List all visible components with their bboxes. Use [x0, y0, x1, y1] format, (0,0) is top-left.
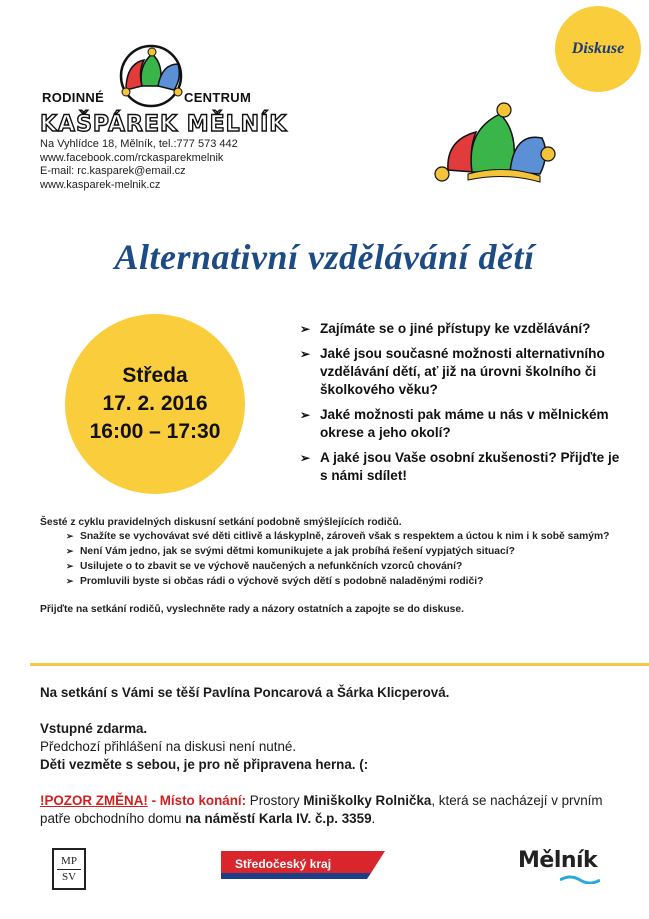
melnik-logo: Mělník — [518, 848, 598, 873]
discussion-badge-label: Diskuse — [571, 40, 625, 57]
cycle-item — [66, 530, 620, 543]
jester-hat-icon — [428, 100, 564, 186]
arrow-bullet-icon: ➢ — [66, 546, 74, 556]
cycle-section — [40, 517, 620, 615]
mpsv-logo — [52, 848, 86, 890]
event-time: 16:00 – 17:30 — [89, 420, 221, 443]
venue-text-1: Prostory — [246, 793, 304, 808]
question-text: A jaké jsou Vaše osobní zkušenosti? Přijďte je s námi sdílet! — [320, 450, 620, 483]
logo-text-rodinne: RODINNÉ — [42, 90, 105, 105]
contact-facebook-link[interactable]: www.facebook.com/rckasparekmelnik — [40, 151, 224, 164]
logo-jester-hat-icon — [112, 42, 190, 108]
discussion-badge — [555, 6, 641, 92]
question-item — [300, 320, 620, 338]
cycle-list — [40, 530, 620, 588]
cycle-item — [66, 575, 620, 588]
children-text: Děti vezměte s sebou, je pro ně připravena herna. (: — [40, 757, 369, 772]
change-warning: !POZOR ZMĚNA! — [40, 793, 148, 808]
stredocesky-kraj-logo — [221, 851, 385, 881]
arrow-bullet-icon: ➢ — [66, 576, 74, 586]
page-title: Alternativní vzdělávání dětí — [114, 237, 535, 277]
logo-text-centrum: CENTRUM — [184, 90, 252, 105]
kraj-logo-label: Středočeský kraj — [235, 857, 332, 871]
question-item — [300, 449, 620, 485]
cycle-item-text: Promluvili byste si občas rádi o výchově svých dětí s podobně naladěnými rodiči? — [80, 576, 484, 587]
hosts-text: Na setkání s Vámi se těší Pavlína Poncarová a Šárka Klicperová. — [40, 685, 450, 700]
contact-website-link[interactable]: www.kasparek-melnik.cz — [40, 178, 161, 191]
question-text: Zajímáte se o jiné přístupy ke vzdělávání? — [320, 321, 591, 336]
section-divider — [30, 663, 649, 666]
info-section — [40, 684, 630, 828]
arrow-bullet-icon: ➢ — [66, 531, 74, 541]
cycle-item — [66, 545, 620, 558]
venue-paragraph — [40, 792, 630, 828]
event-date: 17. 2. 2016 — [102, 392, 208, 415]
contact-block — [40, 138, 238, 192]
venue-text-end: . — [371, 811, 376, 826]
cycle-intro: Šesté z cyklu pravidelných diskusní setkání podobně smýšlejících rodičů. — [40, 517, 402, 528]
question-text: Jaké jsou současné možnosti alternativního vzdělávání dětí, ať již na úrovni školního či školkového věku? — [320, 346, 605, 397]
cycle-item-text: Usilujete o to zbavit se ve výchově naučených a nefunkčních vzorců chování? — [80, 561, 463, 572]
question-item — [300, 345, 620, 399]
arrow-bullet-icon: ➢ — [300, 451, 311, 465]
cycle-item-text: Snažíte se vychovávat své děti citlivě a láskyplně, zároveň však s respektem a úctou k nim i k sobě samým? — [80, 531, 610, 542]
question-list — [300, 320, 620, 492]
mpsv-logo-top: MP — [61, 855, 77, 867]
cycle-item-text: Není Vám jedno, jak se svými dětmi komunikujete a jak probíhá řešení vypjatých situací? — [80, 546, 515, 557]
question-item — [300, 406, 620, 442]
venue-name: Miniškolky Rolnička — [303, 793, 432, 808]
venue-text-2: , která se nacházejí v prvním patře obchodního domu — [40, 793, 603, 826]
venue-label: - Místo konání: — [147, 793, 247, 808]
contact-email-link[interactable]: E-mail: rc.kasparek@email.cz — [40, 165, 186, 177]
registration-text: Předchozí přihlášení na diskusi není nutné. — [40, 739, 297, 754]
venue-address: na náměstí Karla IV. č.p. 3359 — [185, 811, 372, 826]
arrow-bullet-icon: ➢ — [300, 408, 311, 422]
contact-address: Na Vyhlídce 18, Mělník, tel.:777 573 442 — [40, 138, 238, 150]
entry-text: Vstupné zdarma. — [40, 721, 148, 736]
mpsv-logo-bottom: SV — [61, 871, 77, 883]
arrow-bullet-icon: ➢ — [66, 561, 74, 571]
cycle-item — [66, 560, 620, 573]
event-date-circle — [65, 314, 245, 494]
question-text: Jaké možnosti pak máme u nás v mělnickém okrese a jeho okolí? — [320, 407, 609, 440]
melnik-wave-icon — [560, 874, 600, 884]
logo-name: KAŠPÁREK MĚLNÍK — [40, 112, 288, 137]
event-day: Středa — [122, 364, 188, 387]
cycle-outro: Přijďte na setkání rodičů, vyslechněte rady a názory ostatních a zapojte se do diskuse. — [40, 604, 464, 615]
arrow-bullet-icon: ➢ — [300, 322, 311, 336]
arrow-bullet-icon: ➢ — [300, 347, 311, 361]
